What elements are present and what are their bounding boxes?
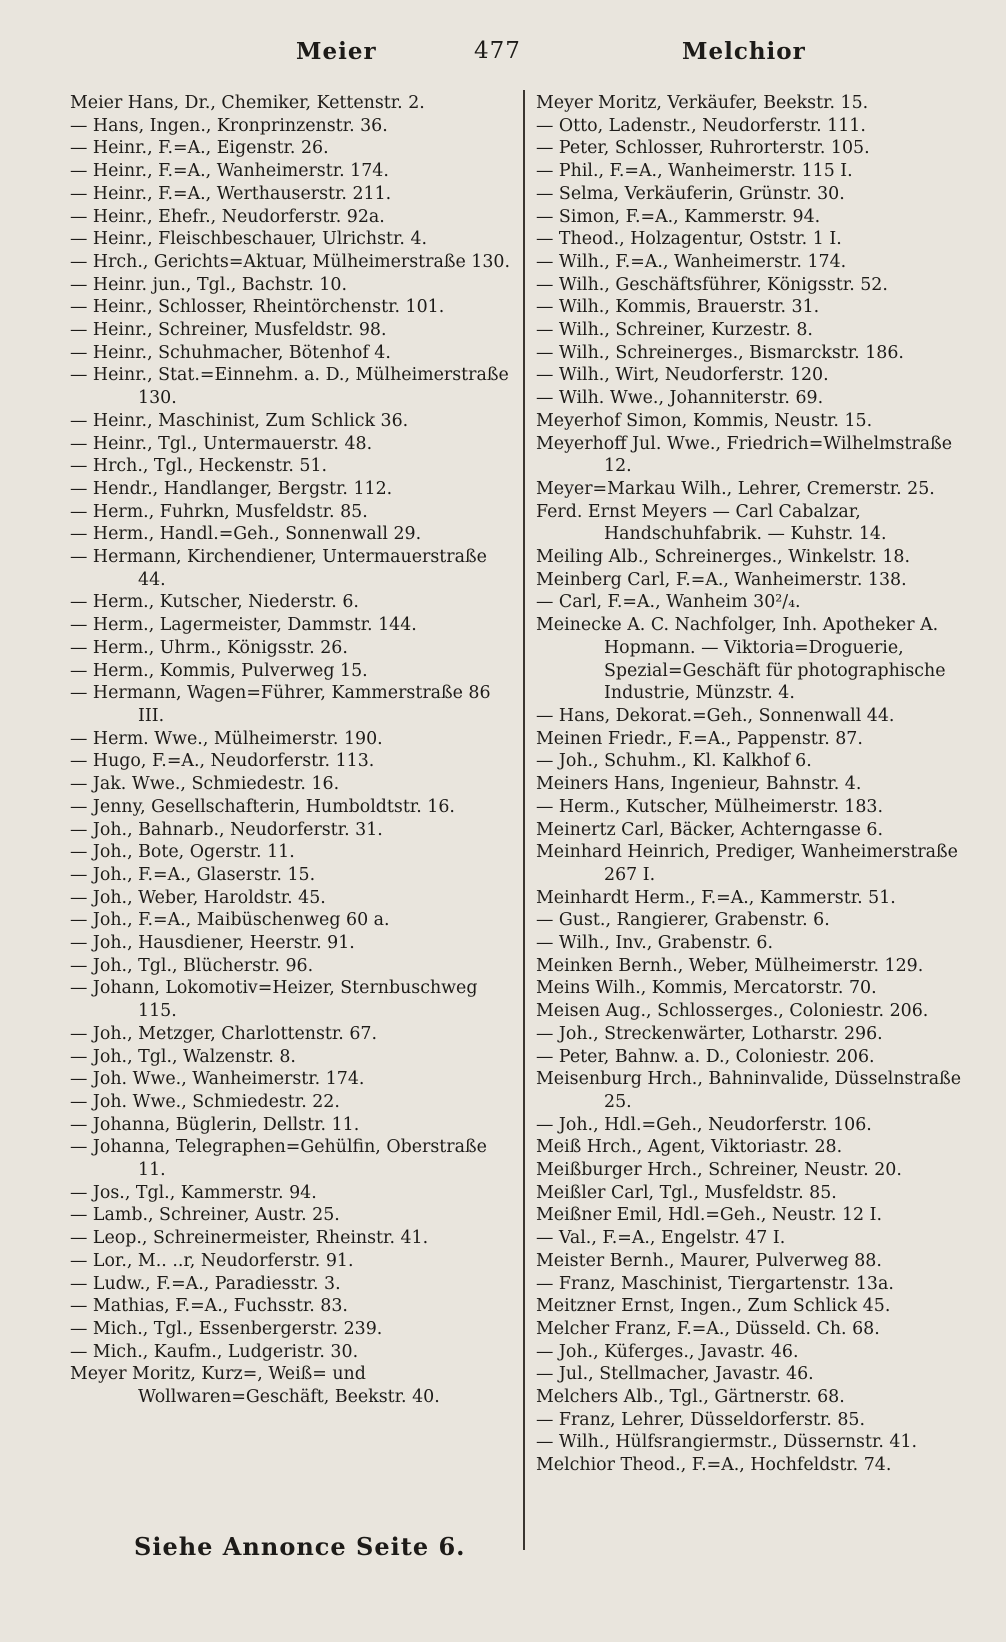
- directory-entry: Meißburger Hrch., Schreiner, Neustr. 20.: [536, 1160, 902, 1181]
- directory-entry: — Leop., Schreinermeister, Rheinstr. 41.: [70, 1228, 429, 1249]
- directory-entry: Meißner Emil, Hdl.=Geh., Neustr. 12 I.: [536, 1205, 883, 1226]
- directory-entry: — Wilh., Schreiner, Kurzestr. 8.: [536, 320, 813, 341]
- directory-entry: Melcher Franz, F.=A., Düsseld. Ch. 68.: [536, 1318, 880, 1339]
- directory-entry: — Hermann, Kirchendiener, Untermauerstraße 44.: [70, 547, 487, 590]
- directory-entry: — Joh., Weber, Haroldstr. 45.: [70, 887, 326, 908]
- directory-entry: — Wilh. Wwe., Johanniterstr. 69.: [536, 388, 824, 409]
- directory-entry: Meinen Friedr., F.=A., Pappenstr. 87.: [536, 728, 863, 749]
- directory-entry: — Johanna, Telegraphen=Gehülfin, Oberstraße 11.: [70, 1137, 487, 1181]
- directory-entry: — Joh., Tgl., Walzenstr. 8.: [70, 1046, 296, 1067]
- directory-entry: — Franz, Lehrer, Düsseldorferstr. 85.: [536, 1409, 866, 1430]
- directory-entry: — Jak. Wwe., Schmiedestr. 16.: [70, 774, 340, 795]
- directory-entry: — Joh., Hdl.=Geh., Neudorferstr. 106.: [536, 1114, 872, 1135]
- directory-entry: — Heinr. jun., Tgl., Bachstr. 10.: [70, 274, 347, 295]
- directory-entry: Meyer Moritz, Kurz=, Weiß= und Wollwaren=Geschäft, Beekstr. 40.: [70, 1364, 440, 1408]
- directory-entry: — Wilh., Wirt, Neudorferstr. 120.: [536, 365, 829, 386]
- directory-entry: — Heinr., Tgl., Untermauerstr. 48.: [70, 433, 373, 454]
- directory-entry: Meißler Carl, Tgl., Musfeldstr. 85.: [536, 1182, 837, 1203]
- directory-entry: — Joh., Hausdiener, Heerstr. 91.: [70, 933, 355, 954]
- directory-entry: — Carl, F.=A., Wanheim 30²/₄.: [536, 592, 801, 613]
- directory-entry: — Jenny, Gesellschafterin, Humboldtstr. 16.: [70, 796, 455, 817]
- page-header: [0, 38, 1006, 78]
- right-column: [536, 92, 968, 1477]
- directory-entry: — Heinr., Maschinist, Zum Schlick 36.: [70, 410, 409, 431]
- directory-entry: — Jos., Tgl., Kammerstr. 94.: [70, 1182, 317, 1203]
- directory-entry: Meier Hans, Dr., Chemiker, Kettenstr. 2.: [70, 93, 425, 113]
- directory-entry: — Heinr., Schreiner, Musfeldstr. 98.: [70, 320, 387, 341]
- directory-entry: — Mich., Kaufm., Ludgeristr. 30.: [70, 1341, 359, 1362]
- directory-entry: — Selma, Verkäuferin, Grünstr. 30.: [536, 183, 845, 204]
- directory-entry: — Herm., Fuhrkn, Musfeldstr. 85.: [70, 501, 368, 522]
- directory-entry: — Heinr., Schlosser, Rheintörchenstr. 101.: [70, 297, 445, 318]
- directory-entry: — Wilh., Hülfsrangiermstr., Düssernstr. 41.: [536, 1432, 918, 1453]
- directory-entry: — Wilh., F.=A., Wanheimerstr. 174.: [536, 251, 847, 272]
- directory-entry: Meisen Aug., Schlosserges., Coloniestr. 206.: [536, 1001, 929, 1022]
- directory-entry: — Hugo, F.=A., Neudorferstr. 113.: [70, 751, 375, 772]
- directory-entry: Meinken Bernh., Weber, Mülheimerstr. 129.: [536, 955, 924, 976]
- left-column: [70, 92, 512, 1409]
- directory-entry: Melchers Alb., Tgl., Gärtnerstr. 68.: [536, 1387, 845, 1408]
- directory-entry: — Joh., Metzger, Charlottenstr. 67.: [70, 1023, 377, 1044]
- directory-entry: — Gust., Rangierer, Grabenstr. 6.: [536, 910, 830, 931]
- directory-entry: — Herm. Wwe., Mülheimerstr. 190.: [70, 728, 383, 749]
- directory-entry: — Joh., Bote, Ogerstr. 11.: [70, 842, 295, 863]
- directory-entry: Meitzner Ernst, Ingen., Zum Schlick 45.: [536, 1296, 891, 1317]
- directory-entry: — Joh., Streckenwärter, Lotharstr. 296.: [536, 1023, 883, 1044]
- directory-entry: — Wilh., Kommis, Brauerstr. 31.: [536, 297, 820, 318]
- directory-entry: Meyerhof Simon, Kommis, Neustr. 15.: [536, 410, 873, 431]
- directory-entry: — Herm., Lagermeister, Dammstr. 144.: [70, 615, 417, 636]
- directory-entry: — Joh., Küferges., Javastr. 46.: [536, 1341, 799, 1362]
- directory-entry: — Peter, Schlosser, Ruhrorterstr. 105.: [536, 138, 870, 159]
- directory-entry: Meyer Moritz, Verkäufer, Beekstr. 15.: [536, 93, 869, 113]
- directory-entry: — Joh., Tgl., Blücherstr. 96.: [70, 955, 314, 976]
- directory-entry: Meiners Hans, Ingenieur, Bahnstr. 4.: [536, 774, 862, 795]
- directory-entry: Meinecke A. C. Nachfolger, Inh. Apotheker A. Hopmann. — Viktoria=Droguerie, Spezial=Geschäft für photographische Industrie, Münzstr. 4.: [536, 615, 946, 704]
- directory-entry: — Heinr., Fleischbeschauer, Ulrichstr. 4.: [70, 229, 428, 250]
- directory-entry: — Hrch., Gerichts=Aktuar, Mülheimerstraße 130.: [70, 251, 510, 272]
- directory-entry: — Phil., F.=A., Wanheimerstr. 115 I.: [536, 161, 853, 182]
- directory-entry: Meinhard Heinrich, Prediger, Wanheimerstraße 267 I.: [536, 842, 958, 885]
- directory-entry: — Ludw., F.=A., Paradiesstr. 3.: [70, 1273, 341, 1294]
- directory-entry: — Joh. Wwe., Wanheimerstr. 174.: [70, 1069, 365, 1090]
- directory-entry: — Joh., F.=A., Maibüschenweg 60 a.: [70, 910, 390, 931]
- directory-entry: Meinhardt Herm., F.=A., Kammerstr. 51.: [536, 887, 896, 908]
- directory-entry: — Jul., Stellmacher, Javastr. 46.: [536, 1364, 814, 1385]
- directory-entry: Meinberg Carl, F.=A., Wanheimerstr. 138.: [536, 569, 907, 590]
- directory-entry: — Otto, Ladenstr., Neudorferstr. 111.: [536, 115, 866, 136]
- directory-entry: — Joh., F.=A., Glaserstr. 15.: [70, 864, 316, 885]
- directory-entry: — Johanna, Büglerin, Dellstr. 11.: [70, 1114, 360, 1135]
- directory-entry: — Herm., Uhrm., Königsstr. 26.: [70, 637, 348, 658]
- advertisement-notice: Siehe Annonce Seite 6.: [134, 1532, 466, 1561]
- directory-entry: Meyerhoff Jul. Wwe., Friedrich=Wilhelmstraße 12.: [536, 433, 952, 477]
- directory-entry: Ferd. Ernst Meyers — Carl Cabalzar, Handschuhfabrik. — Kuhstr. 14.: [536, 501, 887, 545]
- directory-entry: — Johann, Lokomotiv=Heizer, Sternbuschweg 115.: [70, 978, 478, 1022]
- directory-entry: Meins Wilh., Kommis, Mercatorstr. 70.: [536, 978, 877, 999]
- directory-entry: — Heinr., F.=A., Werthauserstr. 211.: [70, 183, 392, 204]
- directory-entry: Meiling Alb., Schreinerges., Winkelstr. 18.: [536, 547, 910, 568]
- directory-entry: — Hrch., Tgl., Heckenstr. 51.: [70, 456, 328, 477]
- directory-entry: — Hendr., Handlanger, Bergstr. 112.: [70, 478, 393, 499]
- directory-entry: Meisenburg Hrch., Bahninvalide, Düsselnstraße 25.: [536, 1069, 962, 1112]
- directory-entry: — Hermann, Wagen=Führer, Kammerstraße 86 III.: [70, 683, 491, 726]
- directory-entry: — Herm., Kommis, Pulverweg 15.: [70, 660, 368, 681]
- directory-entry: Meyer=Markau Wilh., Lehrer, Cremerstr. 25.: [536, 478, 935, 499]
- directory-entry: — Franz, Maschinist, Tiergartenstr. 13a.: [536, 1273, 894, 1294]
- directory-entry: — Joh., Schuhm., Kl. Kalkhof 6.: [536, 751, 812, 772]
- directory-entry: — Lor., M.. ..r, Neudorferstr. 91.: [70, 1250, 354, 1271]
- column-divider: [523, 90, 525, 1550]
- directory-entry: — Heinr., Stat.=Einnehm. a. D., Mülheimerstraße 130.: [70, 365, 509, 409]
- directory-entry: — Wilh., Inv., Grabenstr. 6.: [536, 933, 773, 954]
- directory-entry: — Herm., Handl.=Geh., Sonnenwall 29.: [70, 524, 422, 545]
- directory-entry: — Hans, Ingen., Kronprinzenstr. 36.: [70, 115, 388, 136]
- directory-entry: — Heinr., F.=A., Wanheimerstr. 174.: [70, 161, 389, 182]
- directory-entry: — Joh. Wwe., Schmiedestr. 22.: [70, 1091, 340, 1112]
- directory-entry: — Mich., Tgl., Essenbergerstr. 239.: [70, 1318, 383, 1339]
- directory-entry: — Heinr., Schuhmacher, Bötenhof 4.: [70, 342, 391, 363]
- directory-entry: — Wilh., Schreinerges., Bismarckstr. 186.: [536, 342, 904, 363]
- directory-entry: Meister Bernh., Maurer, Pulverweg 88.: [536, 1250, 882, 1271]
- header-left-keyword: Meier: [296, 38, 377, 65]
- directory-entry: — Val., F.=A., Engelstr. 47 I.: [536, 1228, 786, 1249]
- directory-entry: — Wilh., Geschäftsführer, Königsstr. 52.: [536, 274, 888, 295]
- directory-entry: — Theod., Holzagentur, Oststr. 1 I.: [536, 229, 842, 250]
- directory-entry: — Heinr., F.=A., Eigenstr. 26.: [70, 138, 329, 159]
- directory-entry: Meinertz Carl, Bäcker, Achterngasse 6.: [536, 819, 883, 840]
- directory-entry: — Mathias, F.=A., Fuchsstr. 83.: [70, 1296, 348, 1317]
- directory-entry: Melchior Theod., F.=A., Hochfeldstr. 74.: [536, 1455, 892, 1476]
- header-right-keyword: Melchior: [682, 38, 806, 65]
- directory-entry: — Simon, F.=A., Kammerstr. 94.: [536, 206, 821, 227]
- directory-entry: — Herm., Kutscher, Mülheimerstr. 183.: [536, 796, 883, 817]
- directory-entry: — Hans, Dekorat.=Geh., Sonnenwall 44.: [536, 705, 895, 726]
- directory-entry: — Lamb., Schreiner, Austr. 25.: [70, 1205, 340, 1226]
- page-number: 477: [474, 38, 521, 64]
- directory-entry: Meiß Hrch., Agent, Viktoriastr. 28.: [536, 1137, 843, 1158]
- directory-entry: — Peter, Bahnw. a. D., Coloniestr. 206.: [536, 1046, 875, 1067]
- directory-entry: — Heinr., Ehefr., Neudorferstr. 92a.: [70, 206, 385, 227]
- directory-entry: — Joh., Bahnarb., Neudorferstr. 31.: [70, 819, 383, 840]
- directory-entry: — Herm., Kutscher, Niederstr. 6.: [70, 592, 359, 613]
